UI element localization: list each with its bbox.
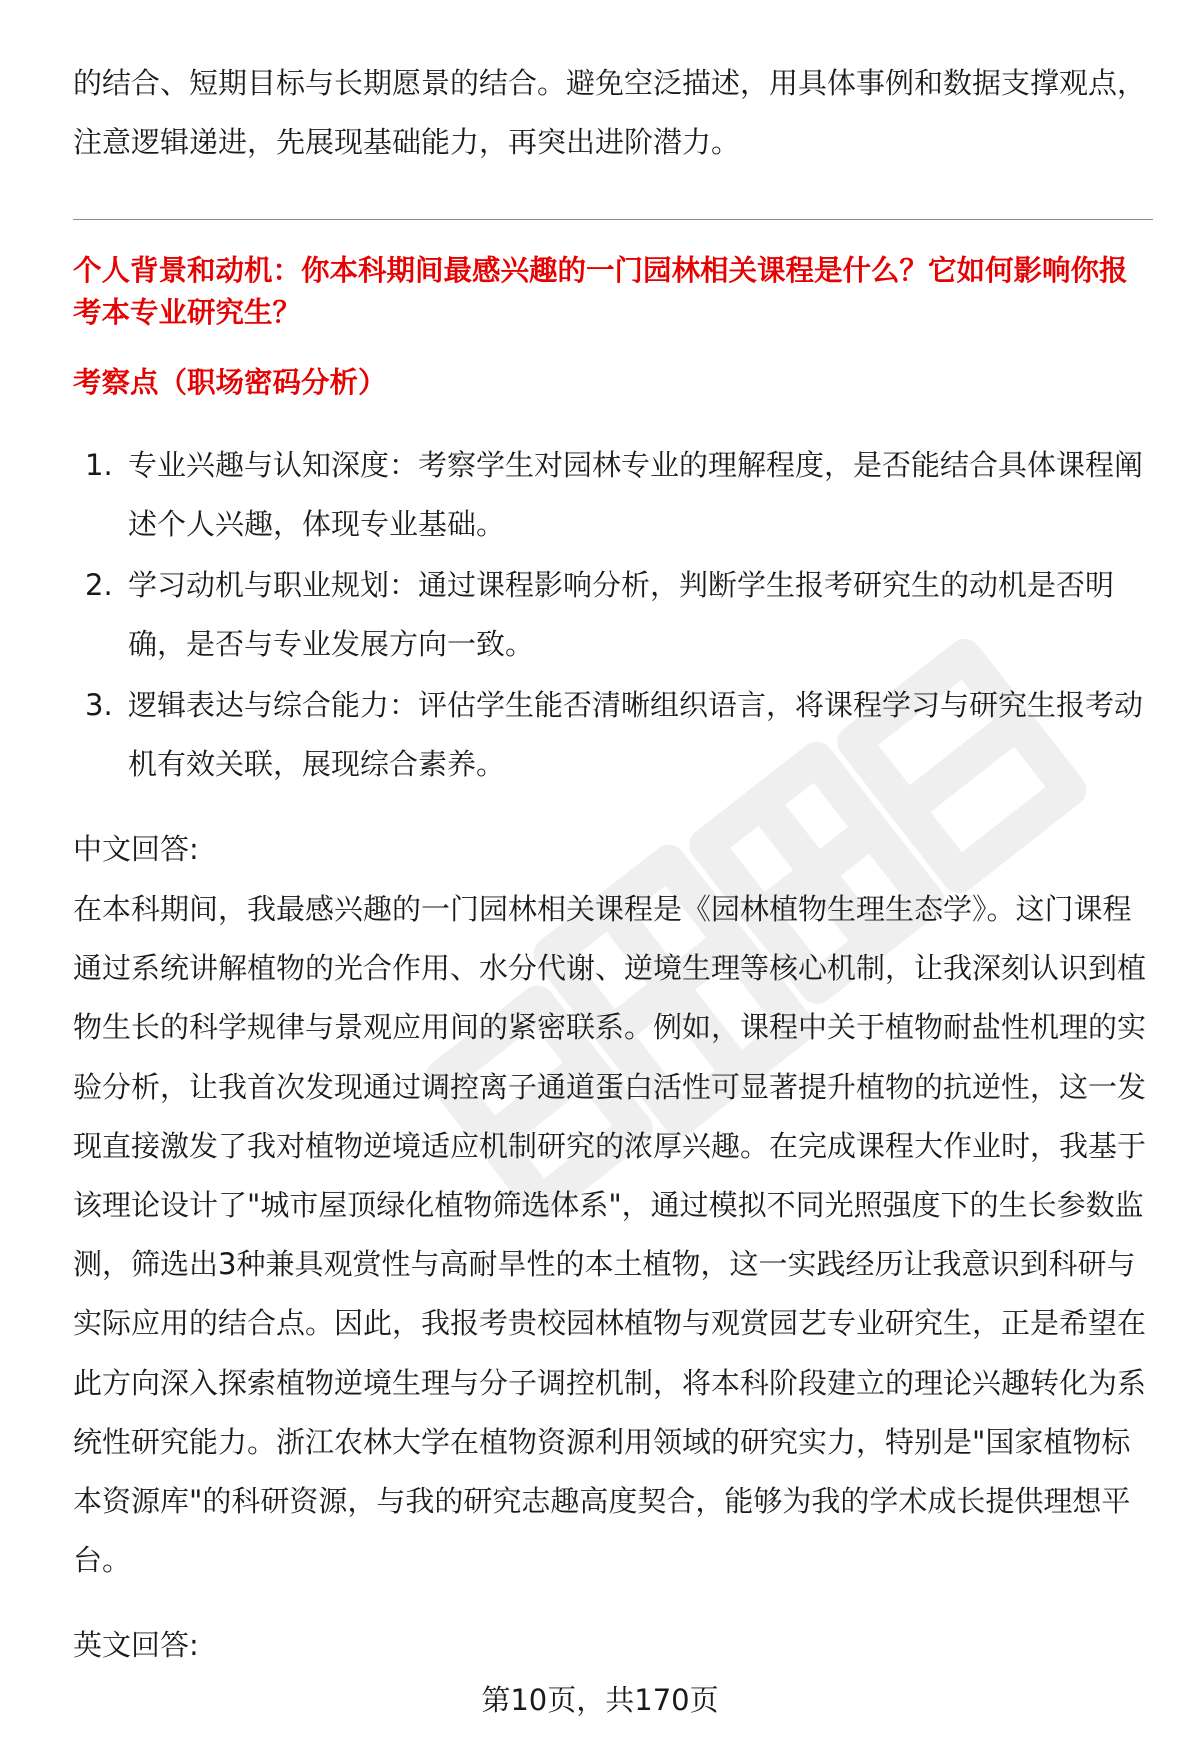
assessment-points-list [73, 436, 1153, 796]
page-number-footer: 第10页，共170页 [481, 1683, 719, 1717]
intro-paragraph: 的结合、短期目标与长期愿景的结合。避免空泛描述，用具体事例和数据支撑观点，注意逻辑递进，先展现基础能力，再突出进阶潜力。 [73, 66, 1147, 159]
section-divider [73, 219, 1153, 220]
list-item-text: 逻辑表达与综合能力：评估学生能否清晰组织语言，将课程学习与研究生报考动机有效关联，展现综合素养。 [128, 688, 1144, 781]
list-item [73, 676, 1153, 794]
question-heading: 个人背景和动机：你本科期间最感兴趣的一门园林相关课程是什么？它如何影响你报考本专业研究生？ [73, 254, 1128, 329]
list-item-text: 专业兴趣与认知深度：考察学生对园林专业的理解程度，是否能结合具体课程阐述个人兴趣，体现专业基础。 [128, 448, 1144, 541]
list-item-text: 学习动机与职业规划：通过课程影响分析，判断学生报考研究生的动机是否明确，是否与专业发展方向一致。 [128, 568, 1115, 661]
english-answer-label: 英文回答: [73, 1628, 199, 1662]
list-item [73, 436, 1153, 554]
list-item [73, 556, 1153, 674]
list-item-number: 2. [85, 568, 113, 602]
chinese-answer-label: 中文回答: [73, 832, 199, 866]
chinese-answer-text: 在本科期间，我最感兴趣的一门园林相关课程是《园林植物生理生态学》。这门课程通过系统讲解植物的光合作用、水分代谢、逆境生理等核心机制，让我深刻认识到植物生长的科学规律与景观应用间的紧密联系。例如，课程中关于植物耐盐性机理的实验分析，让我首次发现通过调控离子通道蛋白活性可显著提升植物的抗逆性，这一发现直接激发了我对植物逆境适应机制研究的浓厚兴趣。在完成课程大作业时，我基于该理论设计了"城市屋顶绿化植物筛选体系"，通过模拟不同光照强度下的生长参数监测，筛选出3种兼具观赏性与高耐旱性的本土植物，这一实践经历让我意识到科研与实际应用的结合点。因此，我报考贵校园林植物与观赏园艺专业研究生，正是希望在此方向深入探索植物逆境生理与分子调控机制，将本科阶段建立的理论兴趣转化为系统性研究能力。浙江农林大学在植物资源利用领域的研究实力，特别是"国家植物标本资源库"的科研资源，与我的研究志趣高度契合，能够为我的学术成长提供理想平台。 [73, 892, 1147, 1578]
list-item-number: 3. [85, 688, 113, 722]
list-item-number: 1. [85, 448, 113, 482]
assessment-points-heading: 考察点（职场密码分析） [73, 366, 387, 399]
